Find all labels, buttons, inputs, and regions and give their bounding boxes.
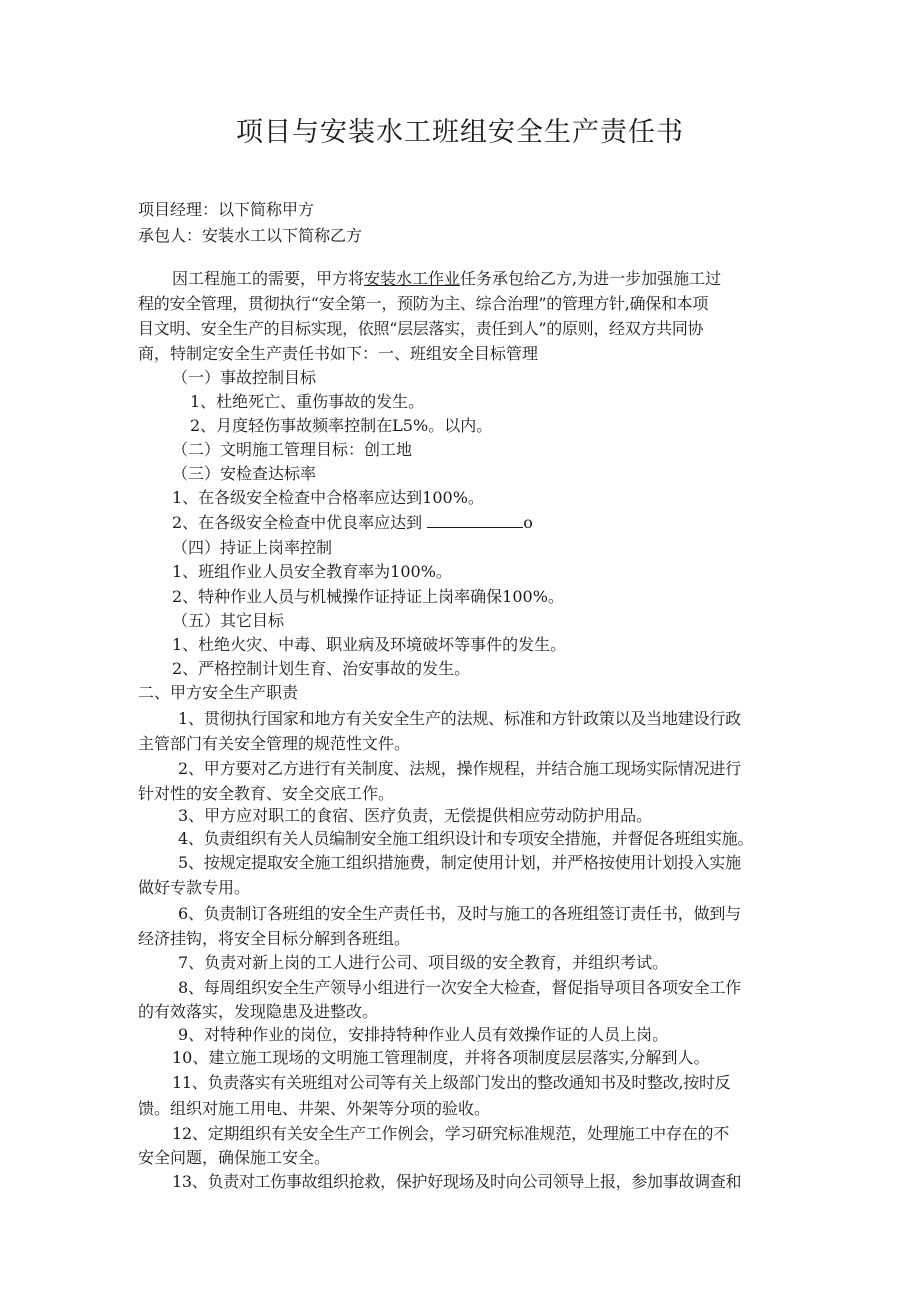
s1-heading-2: （二）文明施工管理目标：创工地 <box>172 440 413 459</box>
s1-item-1: 1、杜绝死亡、重伤事故的发生。 <box>190 392 425 411</box>
s1-heading-3: （三）安检查达标率 <box>172 464 317 483</box>
document-title: 项目与安装水工班组安全生产责任书 <box>236 117 684 148</box>
s1-item-4 <box>172 511 533 535</box>
s1-heading-5: （五）其它目标 <box>172 611 285 630</box>
s2-para-13: 13、负责对工伤事故组织抢救，保护好现场及时向公司领导上报，参加事故调查和 <box>172 1172 742 1191</box>
s2-para-5b: 做好专款专用。 <box>138 878 251 897</box>
intro-text-1a: 因工程施工的需要，甲方将 <box>172 269 365 288</box>
s2-para-11a: 11、负责落实有关班组对公司等有关上级部门发出的整改通知书及时整改,按时反 <box>172 1073 731 1092</box>
s2-para-5a: 5、按规定提取安全施工组织措施费，制定使用计划，并严格按使用计划投入实施 <box>178 853 741 872</box>
s2-para-1a: 1、贯彻执行国家和地方有关安全生产的法规、标准和方针政策以及当地建设行政 <box>178 709 741 728</box>
s1-item-4-text: 2、在各级安全检查中优良率应达到 <box>172 513 423 532</box>
s1-heading-4: （四）持证上岗率控制 <box>172 538 333 557</box>
s1-heading-1: （一）事故控制目标 <box>172 368 317 387</box>
s2-para-11b: 馈。组织对施工用电、井架、外架等分项的验收。 <box>138 1099 491 1118</box>
intro-text-1b: 任务承包给乙方,为进一步加强施工过 <box>460 269 722 288</box>
s2-para-12a: 12、定期组织有关安全生产工作例会，学习研究标准规范，处理施工中存在的不 <box>172 1124 730 1143</box>
s2-para-4: 4、负责组织有关人员编制安全施工组织设计和专项安全措施，并督促各班组实施。 <box>178 829 754 848</box>
s1-item-7: 1、杜绝火灾、中毒、职业病及环境破坏等事件的发生。 <box>172 635 567 654</box>
s1-item-8: 2、严格控制计划生育、治安事故的发生。 <box>172 659 471 678</box>
s2-heading: 二、甲方安全生产职责 <box>138 683 299 702</box>
s2-para-2b: 针对性的安全教育、安全交底工作。 <box>138 784 395 803</box>
intro-line-3: 目文明、安全生产的目标实现，依照“层层落实，责任到人”的原则，经双方共同协 <box>138 319 704 338</box>
s2-para-10: 10、建立施工现场的文明施工管理制度，并将各项制度层层落实,分解到人。 <box>172 1048 710 1067</box>
s2-para-1b: 主管部门有关安全管理的规范性文件。 <box>138 734 411 753</box>
s2-para-12b: 安全问题，确保施工安全。 <box>138 1148 331 1167</box>
party-a-line: 项目经理：以下简称甲方 <box>138 200 315 219</box>
s2-para-6b: 经济挂钩，将安全目标分解到各班组。 <box>138 929 411 948</box>
s1-item-2: 2、月度轻伤事故频率控制在L5%。以内。 <box>190 416 493 435</box>
fill-in-blank <box>427 513 523 528</box>
s2-para-8b: 的有效落实，发现隐患及进整改。 <box>138 1002 379 1021</box>
intro-line-2: 程的安全管理，贯彻执行“安全第一，预防为主、综合治理”的管理方针,确保和本项 <box>138 294 709 313</box>
s2-para-3: 3、甲方应对职工的食宿、医疗负责，无偿提供相应劳动防护用品。 <box>178 806 653 825</box>
s1-item-3: 1、在各级安全检查中合格率应达到100%。 <box>172 488 484 507</box>
s1-item-6: 2、特种作业人员与机械操作证持证上岗率确保100%。 <box>172 587 564 606</box>
intro-underlined-work: 安装水工作业 <box>364 269 461 288</box>
s2-para-7: 7、负责对新上岗的工人进行公司、项目级的安全教育，并组织考试。 <box>178 953 669 972</box>
intro-line-1 <box>172 267 721 291</box>
intro-line-4: 商，特制定安全生产责任书如下：一、班组安全目标管理 <box>138 344 539 363</box>
s2-para-6a: 6、负责制订各班组的安全生产责任书，及时与施工的各班组签订责任书，做到与 <box>178 904 741 923</box>
s2-para-9: 9、对特种作业的岗位，安排持特种作业人员有效操作证的人员上岗。 <box>178 1025 669 1044</box>
party-b-line: 承包人：安装水工以下简称乙方 <box>138 226 363 245</box>
s1-item-5: 1、班组作业人员安全教育率为100%。 <box>172 562 452 581</box>
s1-item-4-suffix: o <box>523 513 533 532</box>
s2-para-8a: 8、每周组织安全生产领导小组进行一次安全大检查，督促指导项目各项安全工作 <box>178 978 741 997</box>
s2-para-2a: 2、甲方要对乙方进行有关制度、法规，操作规程，并结合施工现场实际情况进行 <box>178 759 741 778</box>
